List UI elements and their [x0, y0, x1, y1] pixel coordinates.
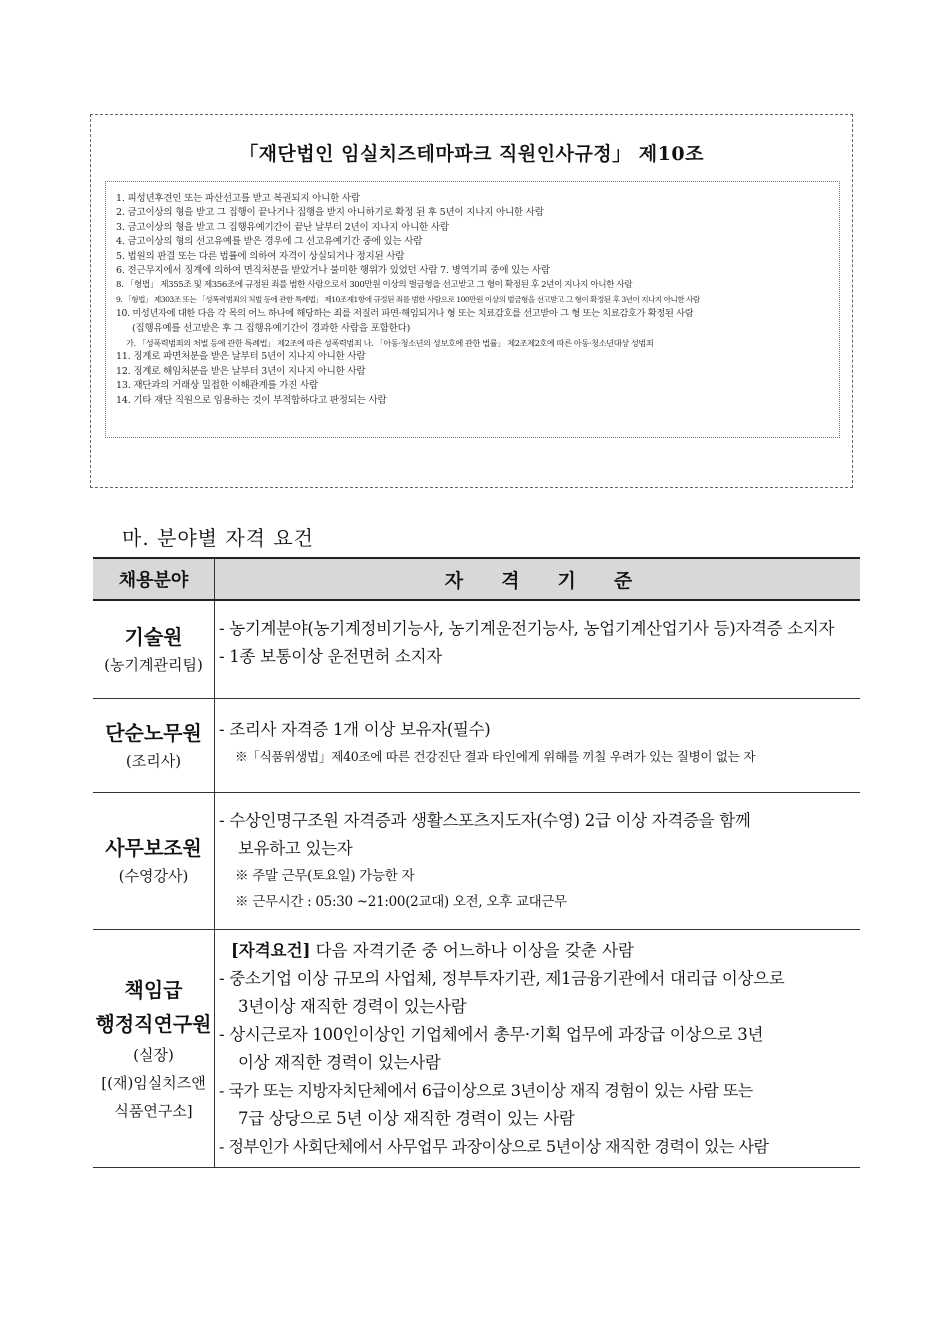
field-sub: (실장): [133, 1045, 174, 1064]
regulation-item: 1. 피성년후견인 또는 파산선고를 받고 복권되지 아니한 사람: [116, 193, 360, 204]
regulation-item: 가. 「성폭력범죄의 처벌 등에 관한 특례법」 제2조에 따른 성폭력범죄 나. 「아동·청소년의 성보호에 관한 법률」 제2조제2호에 따른 아동·청소년대상 성범죄: [126, 338, 654, 349]
header-field: 채용분야: [93, 559, 215, 599]
regulation-item: 6. 전근무지에서 징계에 의하여 면직처분을 받았거나 불미한 행위가 있었던 사람 7. 병역기피 중에 있는 사람: [116, 265, 550, 277]
criteria-line: 3년이상 재직한 경력이 있는사람: [238, 996, 467, 1016]
regulation-box: [90, 114, 853, 488]
criteria-line: - 정부인가 사회단체에서 사무업무 과장이상으로 5년이상 재직한 경력이 있는 사람: [219, 1136, 769, 1156]
regulation-item: 9. 「형법」 제303조 또는 「성폭력범죄의 처벌 등에 관한 특례법」 제10조제1항에 규정된 죄를 범한 사람으로 100만원 이상의 벌금형을 선고받고 그 형이 확정된 후 3년이 지나지 아니한 사람: [116, 294, 700, 304]
field-name: 단순노무원: [105, 720, 202, 745]
criteria-line: 7급 상당으로 5년 이상 재직한 경력이 있는 사람: [238, 1108, 575, 1128]
criteria-cell: [215, 793, 860, 929]
field-sub: (농기계관리팀): [104, 655, 203, 674]
criteria-cell: [215, 601, 860, 698]
criteria-line: - 중소기업 이상 규모의 사업체, 정부투자기관, 제1금융기관에서 대리급 이상으로: [219, 968, 785, 988]
regulation-item: 14. 기타 재단 직원으로 임용하는 것이 부적합하다고 판정되는 사람: [116, 394, 387, 406]
field-sub: (조리사): [125, 751, 182, 770]
requirement-label: [자격요건]: [231, 940, 311, 960]
qualification-table: [93, 557, 860, 1168]
table-row: [93, 699, 860, 793]
table-row: [93, 930, 860, 1168]
regulation-item: (집행유예를 선고받은 후 그 집행유예기간이 경과한 사람을 포함한다): [132, 322, 411, 334]
table-row: [93, 793, 860, 930]
regulation-items: [105, 181, 840, 438]
criteria-cell: [215, 699, 860, 792]
criteria-cell: [215, 930, 860, 1167]
criteria-line: - 농기계분야(농기계정비기능사, 농기계운전기능사, 농업기계산업기사 등)자격증 소지자: [219, 618, 835, 638]
requirement-text: 다음 자격기준 중 어느하나 이상을 갖춘 사람: [310, 940, 634, 960]
field-sub: (수영강사): [118, 867, 189, 885]
criteria-line: - 수상인명구조원 자격증과 생활스포츠지도자(수영) 2급 이상 자격증을 함께: [219, 811, 751, 830]
regulation-title: 「재단법인 임실치즈테마파크 직원인사규정」 제10조: [239, 143, 704, 165]
field-name: 사무보조원: [105, 836, 202, 860]
header-criteria: 자격기준: [444, 569, 671, 592]
criteria-note: ※ 주말 근무(토요일) 가능한 자: [235, 868, 415, 884]
criteria-line: - 조리사 자격증 1개 이상 보유자(필수): [219, 719, 491, 739]
regulation-item: 5. 법원의 판결 또는 다른 법률에 의하여 자격이 상실되거나 정지된 사람: [116, 250, 405, 262]
criteria-line: - 1종 보통이상 운전면허 소지자: [219, 646, 442, 666]
field-cell: [93, 930, 215, 1167]
criteria-line: - 상시근로자 100인이상인 기업체에서 총무·기획 업무에 과장급 이상으로 3년: [219, 1024, 764, 1044]
table-header: [93, 557, 860, 601]
regulation-item: 11. 징계로 파면처분을 받은 날부터 5년이 지나지 아니한 사람: [116, 351, 366, 363]
regulation-item: 10. 미성년자에 대한 다음 각 목의 어느 하나에 해당하는 죄를 저질러 파면·해임되거나 형 또는 치료감호를 선고받아 그 형 또는 치료감호가 확정된 사람: [116, 308, 694, 320]
field-name: 기술원: [124, 624, 183, 649]
criteria-line: 보유하고 있는자: [238, 839, 353, 858]
field-name: 책임급: [124, 977, 183, 1002]
table-row: [93, 601, 860, 699]
field-cell: [93, 793, 215, 929]
criteria-line: - 국가 또는 지방자치단체에서 6급이상으로 3년이상 재직 경험이 있는 사람 또는: [219, 1080, 753, 1100]
section-heading: 마. 분야별 자격 요건: [122, 526, 314, 550]
field-cell: [93, 601, 215, 698]
criteria-line: 이상 재직한 경력이 있는사람: [238, 1052, 441, 1072]
regulation-item: 8. 「형법」 제355조 및 제356조에 규정된 죄를 범한 사람으로서 300만원 이상의 벌금형을 선고받고 그 형이 확정된 후 2년이 지나지 아니한 사람: [116, 280, 633, 291]
regulation-item: 4. 금고이상의 형의 선고유예를 받은 경우에 그 선고유예기간 중에 있는 사람: [116, 236, 423, 248]
criteria-note: ※ 근무시간 : 05:30 ~21:00(2교대) 오전, 오후 교대근무: [235, 894, 567, 910]
field-name: 행정직연구원: [95, 1011, 212, 1036]
field-cell: [93, 699, 215, 792]
regulation-item: 2. 금고이상의 형을 받고 그 집행이 끝나거나 집행을 받지 아니하기로 확정 된 후 5년이 지나지 아니한 사람: [116, 207, 544, 219]
field-sub: [(재)임실치즈앤: [101, 1073, 206, 1092]
regulation-item: 3. 금고이상의 형을 받고 그 집행유예기간이 끝난 날부터 2년이 지나지 아니한 사람: [116, 221, 449, 233]
field-sub: 식품연구소]: [114, 1101, 193, 1120]
regulation-item: 12. 징계로 해임처분을 받은 날부터 3년이 지나지 아니한 사람: [116, 365, 366, 377]
regulation-item: 13. 재단과의 거래상 밀접한 이해관계를 가진 사람: [116, 380, 318, 392]
requirement-heading: [219, 937, 860, 965]
criteria-note: ※「식품위생법」제40조에 따른 건강진단 결과 타인에게 위해를 끼칠 우려가 있는 질병이 없는 자: [235, 748, 756, 764]
